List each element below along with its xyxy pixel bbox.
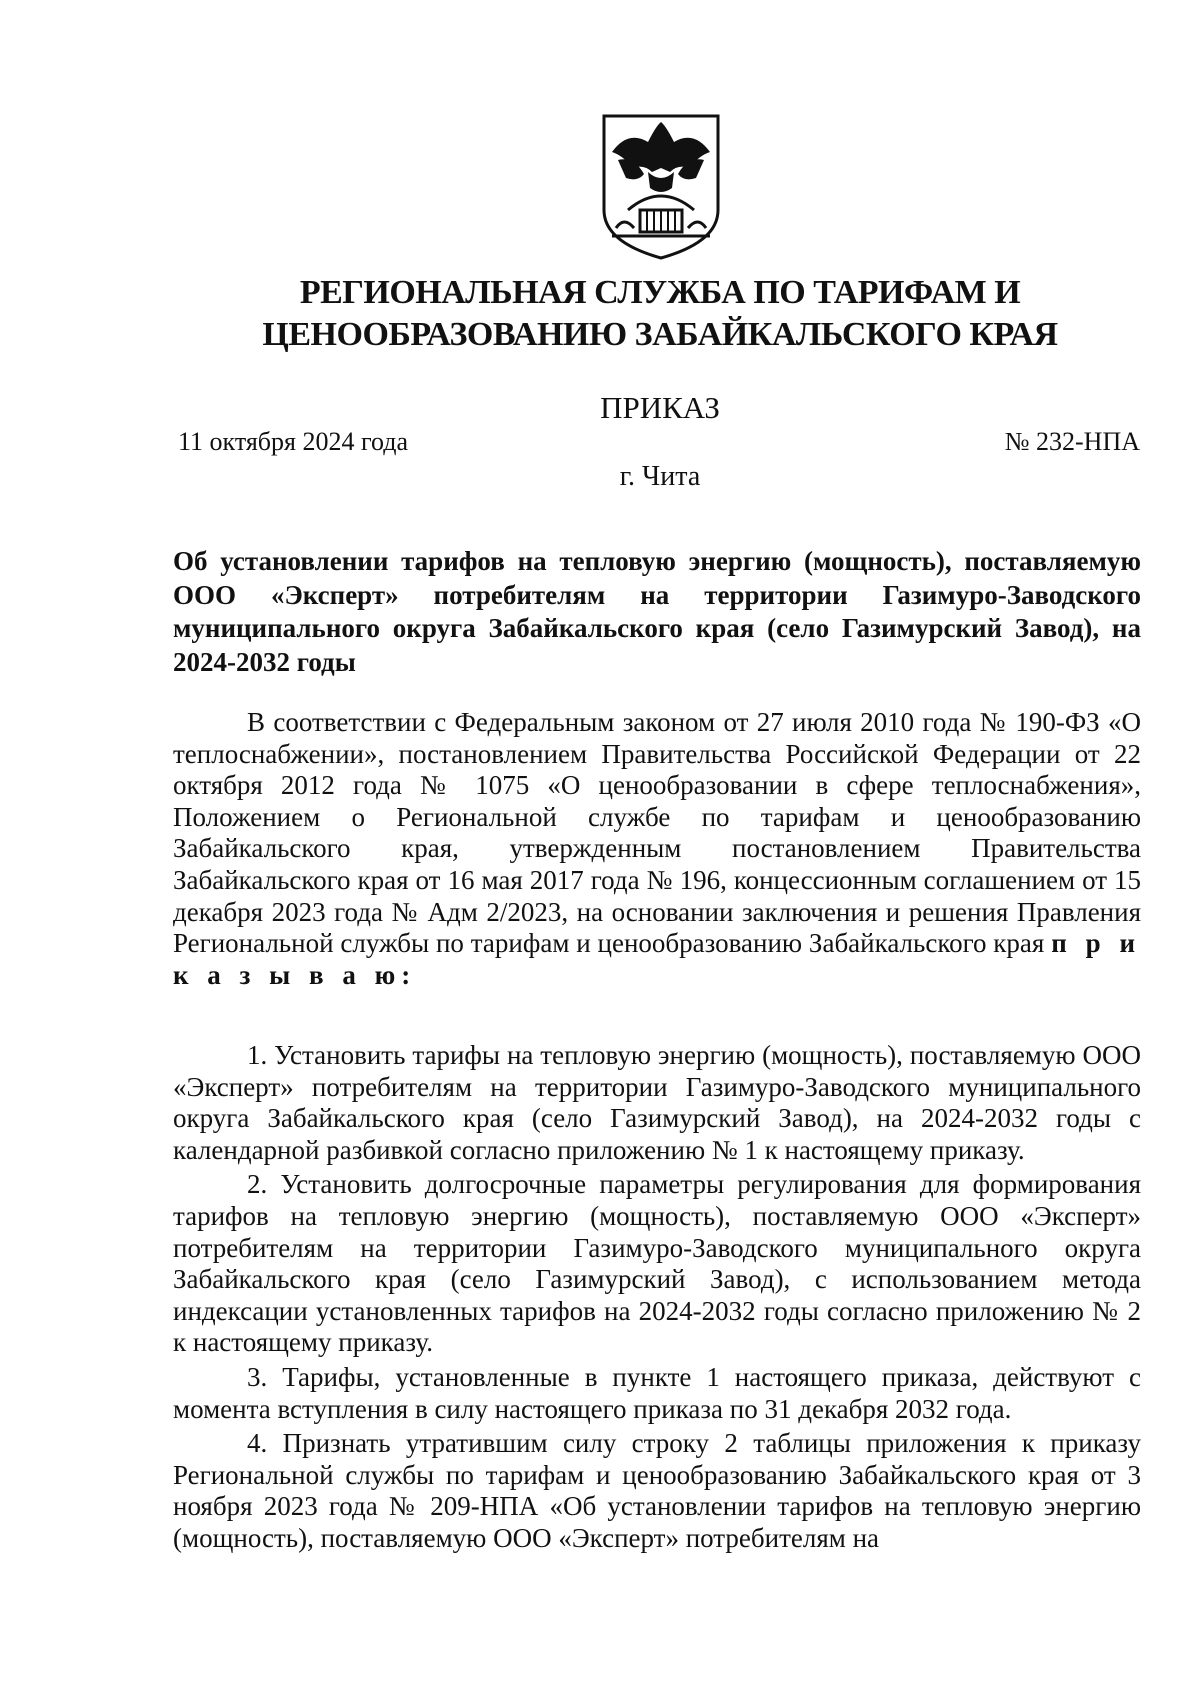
coat-of-arms-icon [598, 112, 724, 262]
order-item-1: 1. Установить тарифы на тепловую энергию (мощность), поставляемую ООО «Эксперт» потребителям на территории Газимуро-Заводского муниципального округа Забайкальского края (село Газимурский Завод), на 2024-2032 годы с календарной разбивкой согласно приложению № 1 к настоящему приказу. [173, 1040, 1141, 1165]
order-item-3: 3. Тарифы, установленные в пункте 1 настоящего приказа, действуют с момента вступления в силу настоящего приказа по 31 декабря 2032 года. [173, 1361, 1141, 1424]
order-item-2: 2. Установить долгосрочные параметры регулирования для формирования тарифов на тепловую энергию (мощность), поставляемую ООО «Эксперт» потребителям на территории Газимуро-Заводского муниципального округа Забайкальского края (село Газимурский Завод), с использованием метода индексации установленных тарифов на 2024-2032 годы согласно приложению № 2 к настоящему приказу. [173, 1169, 1141, 1358]
document-city: г. Чита [619, 461, 701, 492]
document-type: ПРИКАЗ [600, 390, 720, 425]
order-items [173, 1040, 1141, 1555]
document-date: 11 октября 2024 года [178, 427, 409, 456]
document-subject: Об установлении тарифов на тепловую энергию (мощность), поставляемую ООО «Эксперт» потребителям на территории Газимуро-Заводского муниципального округа Забайкальского края (село Газимурский Завод), на 2024-2032 годы [173, 546, 1141, 677]
order-item-4: 4. Признать утратившим силу строку 2 таблицы приложения к приказу Региональной службы по тарифам и ценообразованию Забайкальского края от 3 ноября 2023 года № 209-НПА «Об установлении тарифов на тепловую энергию (мощность), поставляемую ООО «Эксперт» потребителям на [173, 1428, 1141, 1553]
preamble-text: В соответствии с Федеральным законом от 27 июля 2010 года № 190-ФЗ «О теплоснабжении», постановлением Правительства Российской Федерации от 22 октября 2012 года № 1075 «О ценообразовании в сфере теплоснабжения», Положением о Региональной службе по тарифам и ценообразованию Забайкальского края, утвержденным постановлением Правительства Забайкальского края от 16 мая 2017 года № 196, концессионным соглашением от 15 декабря 2023 года № Адм 2/2023, на основании заключения и решения Правления Региональной службы по тарифам и ценообразованию Забайкальского края [173, 707, 1141, 959]
document-number: № 232-НПА [1004, 427, 1140, 456]
preamble [173, 707, 1141, 991]
organization-title: РЕГИОНАЛЬНАЯ СЛУЖБА ПО ТАРИФАМ И ЦЕНООБРАЗОВАНИЮ ЗАБАЙКАЛЬСКОГО КРАЯ [262, 274, 1058, 353]
order-word: п р и к а з ы в а ю: [173, 928, 1142, 990]
